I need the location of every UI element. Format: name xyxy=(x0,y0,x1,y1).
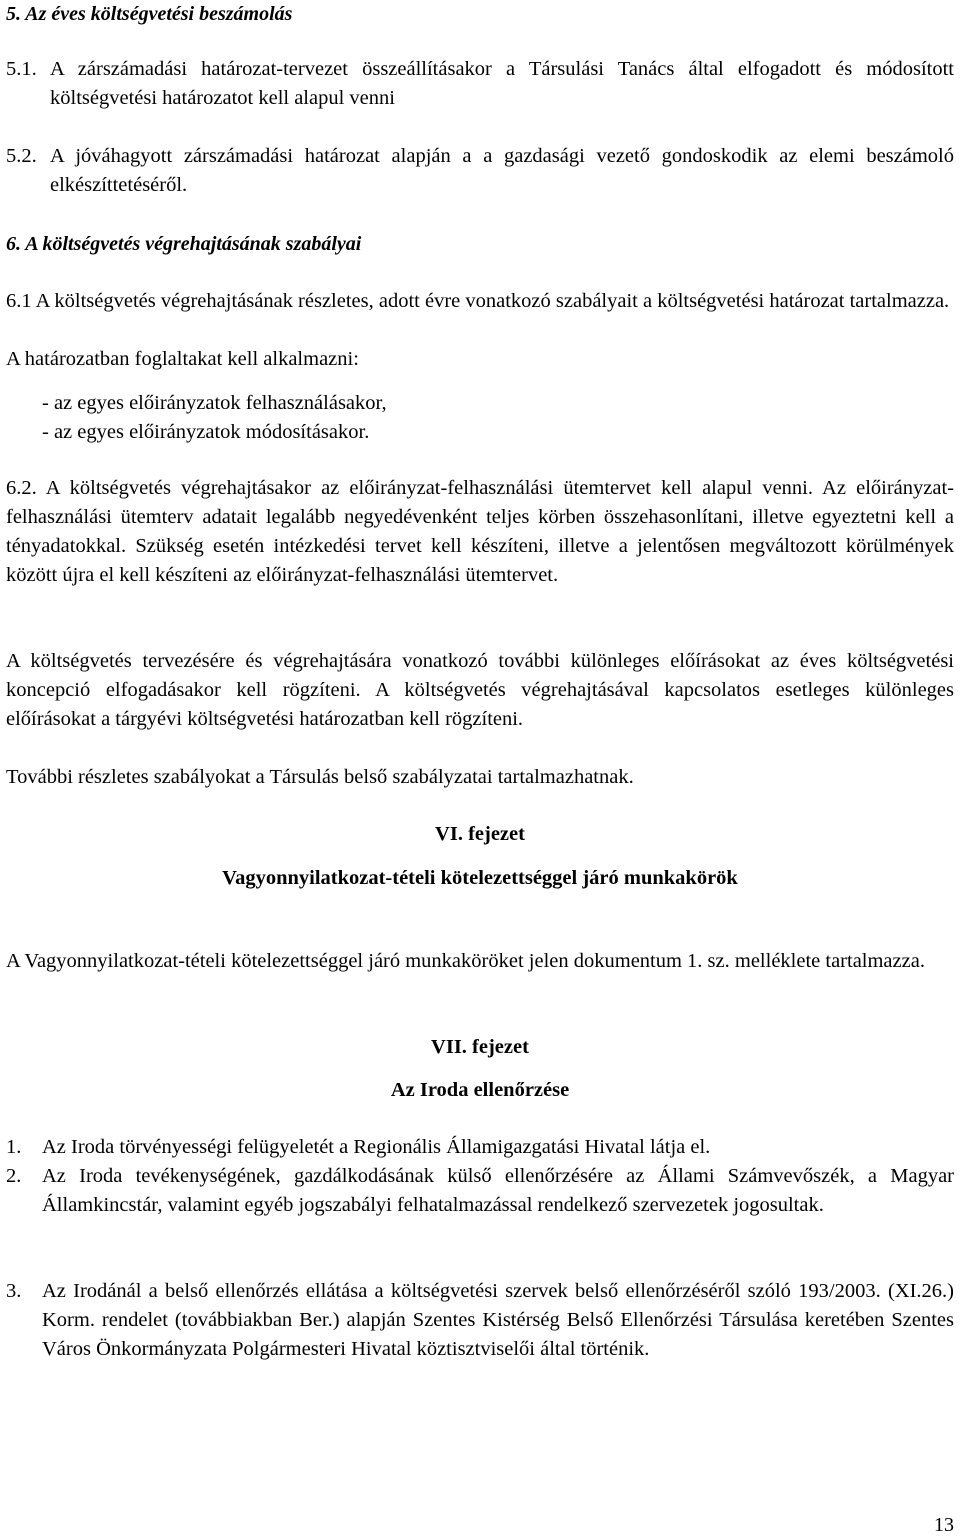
list-number: 2. xyxy=(6,1165,22,1187)
paragraph-6-2: 6.2. A költségvetés végrehajtásakor az előirányzat-felhasználási ütemtervet kell alapul venni. Az előirányzat-felhasználási ütemterv adatait legalább negyedévenként teljes körben összehasonlítani, illetve egyeztetni kell a tényadatokkal. Szükség esetén intézkedési tervet kell készíteni, illetve a jelentősen megváltozott körülmények között újra el kell készíteni az előirányzat-felhasználási ütemtervet. xyxy=(6,477,954,586)
dash-item: - az egyes előirányzatok felhasználásakor, xyxy=(42,392,387,414)
paragraph-text: A jóváhagyott zárszámadási határozat alapján a a gazdasági vezető gondoskodik az elemi beszámoló elkészíttetéséről. xyxy=(50,145,954,196)
list-number: 1. xyxy=(6,1136,22,1158)
chapter-6-title: Vagyonnyilatkozat-tételi kötelezettséggel járó munkakörök xyxy=(222,867,738,889)
paragraph-special-rules: A költségvetés tervezésére és végrehajtására vonatkozó további különleges előírásokat az éves költségvetési koncepció elfogadásakor kell rögzíteni. A költségvetés végrehajtásával kapcsolatos esetleges különleges előírásokat a tárgyévi költségvetési határozatban kell rögzíteni. xyxy=(6,650,954,730)
list-item-2 xyxy=(6,1162,954,1220)
list-item-1 xyxy=(6,1133,954,1162)
chapter-7-title: Az Iroda ellenőrzése xyxy=(390,1079,570,1101)
paragraph-5-2 xyxy=(6,142,954,200)
section-5-heading: 5. Az éves költségvetési beszámolás xyxy=(6,3,293,25)
paragraph-number: 5.1. xyxy=(6,58,37,80)
list-text: Az Iroda tevékenységének, gazdálkodásának külső ellenőrzésére az Állami Számvevőszék, a Magyar Államkincstár, valamint egyéb jogszabályi felhatalmazással rendelkező szervezetek jogosultak. xyxy=(42,1165,954,1216)
chapter-6-label: VI. fejezet xyxy=(435,823,525,845)
paragraph-5-1 xyxy=(6,55,954,113)
dash-item: - az egyes előirányzatok módosításakor. xyxy=(42,421,370,443)
paragraph-6-1-intro: A határozatban foglaltakat kell alkalmazni: xyxy=(6,348,359,370)
paragraph-further-rules: További részletes szabályokat a Társulás belső szabályzatai tartalmazhatnak. xyxy=(6,766,634,788)
paragraph-text: A zárszámadási határozat-tervezet összeállításakor a Társulási Tanács által elfogadott és módosított költségvetési határozatot kell alapul venni xyxy=(50,58,954,109)
list-text: Az Iroda törvényességi felügyeletét a Regionális Államigazgatási Hivatal látja el. xyxy=(42,1136,711,1158)
page-number: 13 xyxy=(934,1514,954,1536)
section-6-heading: 6. A költségvetés végrehajtásának szabályai xyxy=(6,233,362,255)
chapter-7-label: VII. fejezet xyxy=(431,1036,529,1058)
list-text: Az Irodánál a belső ellenőrzés ellátása a költségvetési szervek belső ellenőrzéséről szóló 193/2003. (XI.26.) Korm. rendelet (továbbiakban Ber.) alapján Szentes Kistérség Belső Ellenőrzési Társulása keretében Szentes Város Önkormányzata Polgármesteri Hivatal köztisztviselői által történik. xyxy=(42,1280,954,1360)
list-item-3 xyxy=(6,1277,954,1364)
paragraph-number: 5.2. xyxy=(6,145,37,167)
chapter-6-body: A Vagyonnyilatkozat-tételi kötelezettséggel járó munkaköröket jelen dokumentum 1. sz. melléklete tartalmazza. xyxy=(6,950,925,972)
paragraph-6-1: 6.1 A költségvetés végrehajtásának részletes, adott évre vonatkozó szabályait a költségvetési határozat tartalmazza. xyxy=(6,290,950,312)
list-number: 3. xyxy=(6,1280,22,1302)
